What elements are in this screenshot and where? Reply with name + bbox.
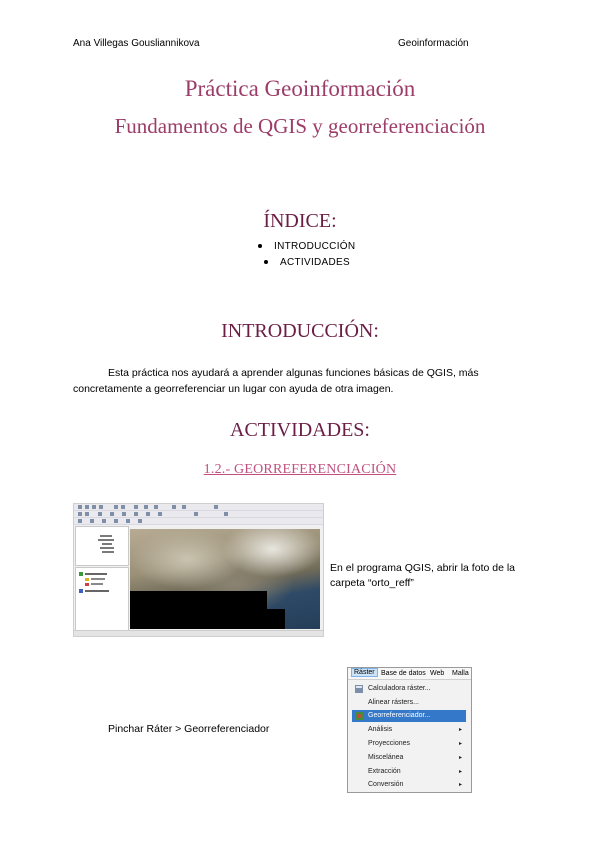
menu-item-align-rasters[interactable]: Alinear rásters... bbox=[368, 699, 419, 706]
step1-caption-line1: En el programa QGIS, abrir la foto de la bbox=[330, 562, 516, 574]
georeferencer-icon bbox=[355, 712, 363, 720]
qgis-toolbar-2 bbox=[74, 511, 323, 518]
raster-menu-screenshot bbox=[347, 667, 472, 793]
menu-bar-raster[interactable]: Ráster bbox=[351, 668, 378, 677]
calculator-icon bbox=[355, 685, 363, 693]
map-nodata-area bbox=[130, 591, 267, 629]
index-item-actividades: ACTIVIDADES bbox=[264, 257, 350, 268]
header-subject: Geoinformación bbox=[398, 38, 469, 49]
chevron-right-icon: ▸ bbox=[458, 755, 462, 761]
step1-caption-line2: carpeta “orto_reff” bbox=[330, 577, 414, 589]
intro-paragraph-line1: Esta práctica nos ayudará a aprender algunas funciones básicas de QGIS, más bbox=[108, 367, 479, 379]
menu-item-miscellaneous[interactable]: Miscelánea ▸ bbox=[352, 752, 466, 764]
menu-bar-mesh[interactable]: Malla bbox=[452, 670, 469, 677]
bullet-icon bbox=[258, 244, 262, 248]
intro-heading: INTRODUCCIÓN: bbox=[221, 320, 379, 342]
qgis-screenshot bbox=[73, 503, 324, 637]
menu-item-conversion[interactable]: Conversión ▸ bbox=[352, 779, 466, 791]
menu-bar-web[interactable]: Web bbox=[430, 670, 445, 677]
qgis-toolbar bbox=[74, 504, 323, 511]
map-nodata-area-2 bbox=[267, 609, 285, 629]
activities-subheading: 1.2.- GEORREFERENCIACIÓN bbox=[203, 462, 397, 477]
menu-bar-database[interactable]: Base de datos bbox=[381, 670, 426, 677]
index-item-introduccion: INTRODUCCIÓN bbox=[258, 241, 355, 252]
bullet-icon bbox=[264, 260, 268, 264]
chevron-right-icon: ▸ bbox=[458, 782, 462, 788]
menu-item-projections[interactable]: Proyecciones ▸ bbox=[352, 738, 466, 750]
header-author: Ana Villegas Gousliannikova bbox=[73, 38, 200, 49]
qgis-map-canvas bbox=[130, 529, 320, 629]
menu-item-analysis[interactable]: Análisis ▸ bbox=[352, 724, 466, 736]
chevron-right-icon: ▸ bbox=[458, 769, 462, 775]
qgis-browser-tree bbox=[76, 527, 128, 565]
qgis-toolbar-3 bbox=[74, 518, 323, 525]
qgis-status-bar bbox=[74, 630, 323, 636]
step2-caption: Pinchar Ráter > Georreferenciador bbox=[108, 723, 270, 735]
chevron-right-icon: ▸ bbox=[458, 727, 462, 733]
document-subtitle: Fundamentos de QGIS y georreferenciación bbox=[114, 114, 486, 138]
index-heading: ÍNDICE: bbox=[263, 210, 337, 232]
activities-heading: ACTIVIDADES: bbox=[230, 419, 370, 441]
menu-item-georeferencer[interactable]: Georreferenciador... bbox=[352, 710, 466, 722]
menu-item-raster-calculator[interactable]: Calculadora ráster... bbox=[352, 683, 466, 695]
menu-item-extraction[interactable]: Extracción ▸ bbox=[352, 766, 466, 778]
qgis-layers-list bbox=[76, 568, 128, 630]
qgis-browser-panel bbox=[75, 526, 129, 566]
menu-bar bbox=[348, 668, 471, 680]
intro-paragraph-line2: concretamente a georreferenciar un lugar con ayuda de otra imagen. bbox=[73, 383, 394, 395]
chevron-right-icon: ▸ bbox=[458, 741, 462, 747]
document-title: Práctica Geoinformación bbox=[184, 76, 416, 101]
qgis-layers-panel bbox=[75, 567, 129, 631]
